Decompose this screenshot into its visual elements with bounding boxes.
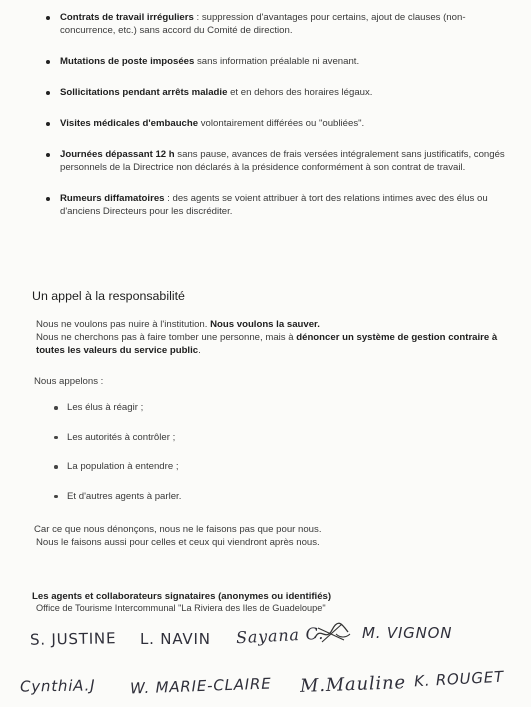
grievance-heading: Visites médicales d'embauche	[60, 118, 199, 129]
paragraph-text: Nous ne cherchons pas à faire tomber une personne, mais à	[36, 332, 297, 343]
closing-line: Nous le faisons aussi pour celles et ceux qui viendront après nous.	[36, 537, 320, 548]
paragraph-end: .	[198, 345, 201, 356]
grievance-item	[44, 86, 514, 99]
grievance-heading: Rumeurs diffamatoires	[60, 193, 165, 204]
call-list	[52, 401, 352, 519]
handwritten-signature: W. MARIE-CLAIRE	[129, 674, 272, 698]
grievance-text: sans pause, avances de frais versées intégralement sans justificatifs, congés personnels de la Directrice non déclarés à la présidence conformément à son contrat de travail.	[60, 149, 505, 173]
grievance-text: sans information préalable ni avenant.	[194, 56, 360, 67]
handwritten-signature: K. ROUGET	[413, 667, 505, 691]
grievance-heading: Journées dépassant 12 h	[60, 149, 175, 160]
grievance-text: volontairement différées ou "oubliées".	[198, 118, 365, 129]
closing-line: Car ce que nous dénonçons, nous ne le faisons pas que pour nous.	[34, 524, 322, 535]
grievance-heading: Sollicitations pendant arrêts maladie	[60, 87, 228, 98]
paragraph-emphasis: dénoncer un système de gestion contraire à toutes les valeurs du service public	[36, 332, 498, 356]
call-item: Et d'autres agents à parler.	[52, 490, 352, 520]
call-item: La population à entendre ;	[52, 460, 352, 490]
grievance-heading: Mutations de poste imposées	[60, 56, 195, 67]
closing-paragraph	[34, 523, 504, 549]
grievance-item	[44, 117, 514, 130]
handwritten-signature: L. NAVIN	[140, 630, 211, 648]
grievance-text: et en dehors des horaires légaux.	[227, 87, 373, 98]
call-item: Les élus à réagir ;	[52, 401, 352, 431]
handwritten-signature: Sayana C.	[235, 623, 325, 648]
grievance-text: : des agents se voient attribuer à tort des relations intimes avec des élus ou d'anciens Directeurs pour les discréditer.	[60, 193, 488, 217]
paragraph-emphasis: Nous voulons la sauver.	[210, 319, 320, 330]
handwritten-signature: M. VIGNON	[362, 624, 453, 642]
grievance-item	[44, 192, 514, 218]
grievance-list	[44, 11, 514, 236]
scribbled-signature	[312, 620, 352, 646]
signatories-subtitle: Office de Tourisme Intercommunal "La Riviera des Iles de Guadeloupe"	[36, 603, 326, 613]
paragraph-text: Nous ne voulons pas nuire à l'institution.	[36, 319, 211, 330]
grievance-item	[44, 148, 514, 174]
appeal-paragraph-2	[36, 331, 506, 357]
section-title: Un appel à la responsabilité	[32, 289, 185, 303]
grievance-heading: Contrats de travail irréguliers	[60, 12, 194, 23]
handwritten-signature: M.Mauline	[299, 672, 407, 697]
call-intro: Nous appelons :	[34, 376, 104, 387]
grievance-item	[44, 11, 514, 37]
appeal-paragraph-1	[36, 318, 506, 331]
grievance-item	[44, 55, 514, 68]
grievance-text: : suppression d'avantages pour certains, ajout de clauses (non-concurrence, etc.) sans accord du Comité de direction.	[60, 12, 466, 36]
handwritten-signature: S. JUSTINE	[29, 629, 117, 649]
handwritten-signature: CynthiA.J	[19, 676, 96, 696]
call-item: Les autorités à contrôler ;	[52, 431, 352, 461]
signatories-title: Les agents et collaborateurs signataires (anonymes ou identifiés)	[32, 591, 332, 602]
